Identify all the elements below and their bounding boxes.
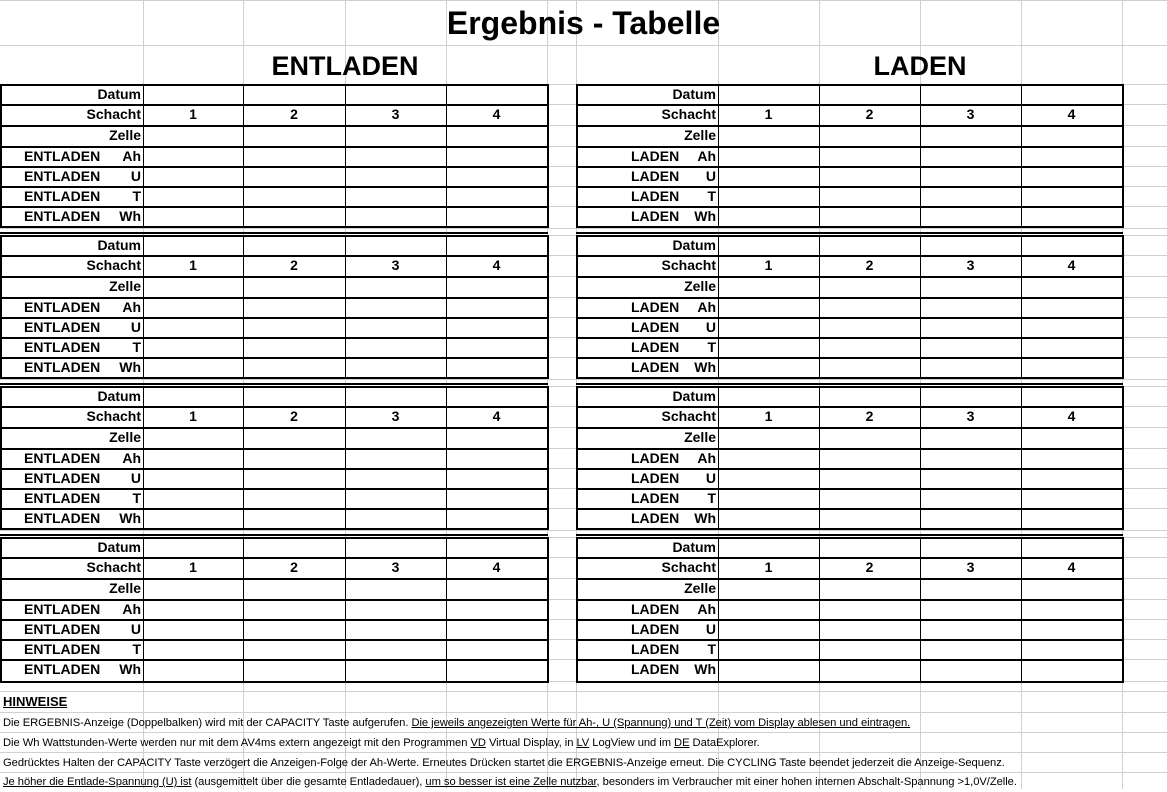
value-row-name: ENTLADEN <box>24 661 101 677</box>
value-row-unit: T <box>707 490 716 506</box>
gridline-horizontal <box>0 530 1167 531</box>
value-row-name: LADEN <box>631 490 680 506</box>
row-label-datum: Datum <box>672 237 716 253</box>
row-label-schacht: Schacht <box>661 106 716 122</box>
value-row-unit: T <box>132 188 141 204</box>
table-rule <box>0 377 548 379</box>
hinweis-text: (ausgemittelt über die gesamte Entladedauer), <box>191 776 426 788</box>
schacht-number: 1 <box>189 559 197 575</box>
value-row-unit: Wh <box>694 208 716 224</box>
table-rule <box>576 681 1123 683</box>
hinweis-underlined-text: um so besser ist eine Zelle nutzbar <box>425 776 597 788</box>
value-row-name: ENTLADEN <box>24 510 101 526</box>
value-row-name: ENTLADEN <box>24 359 101 375</box>
schacht-number: 1 <box>764 559 773 575</box>
table-column-rule <box>547 84 549 228</box>
schacht-number: 4 <box>1067 106 1076 122</box>
value-row-name: LADEN <box>631 208 680 224</box>
value-row-name: ENTLADEN <box>24 148 101 164</box>
value-row-name: LADEN <box>631 621 680 637</box>
hinweis-underlined-text: Die jeweils angezeigten Werte für Ah-, U (Spannung) und T (Zeit) vom Display ablesen und eintragen. <box>411 717 911 729</box>
hinweis-underlined-text: LV <box>576 737 590 749</box>
block-divider <box>576 534 1123 536</box>
schacht-number: 2 <box>290 257 298 273</box>
schacht-number: 3 <box>391 408 400 424</box>
value-row-unit: U <box>130 168 141 184</box>
hinweis-line <box>3 772 1017 792</box>
table-column-rule <box>547 235 549 379</box>
value-row-name: LADEN <box>631 510 680 526</box>
schacht-number: 2 <box>290 559 298 575</box>
schacht-number: 2 <box>865 559 874 575</box>
value-row-name: ENTLADEN <box>24 470 101 486</box>
table-column-rule <box>547 386 549 530</box>
block-divider <box>0 383 548 385</box>
value-row-unit: Wh <box>694 510 716 526</box>
schacht-number: 1 <box>189 408 197 424</box>
value-row-name: ENTLADEN <box>24 208 101 224</box>
row-label-schacht: Schacht <box>86 257 141 273</box>
value-row-name: LADEN <box>631 148 680 164</box>
value-row-name: ENTLADEN <box>24 188 101 204</box>
gridline-horizontal <box>0 691 1167 692</box>
value-row-unit: Ah <box>697 299 716 315</box>
hinweis-line <box>3 753 1005 773</box>
schacht-number: 3 <box>966 257 975 273</box>
hinweis-line <box>3 713 910 733</box>
value-row-unit: Ah <box>122 601 141 617</box>
value-row-name: LADEN <box>631 661 680 677</box>
hinweis-underlined-text: Je höher die Entlade-Spannung (U) ist <box>3 776 192 788</box>
table-column-rule <box>1122 235 1124 379</box>
table-column-rule <box>1122 386 1124 530</box>
value-row-unit: T <box>707 339 716 355</box>
block-divider <box>0 232 548 234</box>
schacht-number: 2 <box>290 408 298 424</box>
value-row-unit: Ah <box>122 450 141 466</box>
value-row-name: LADEN <box>631 450 680 466</box>
value-row-unit: Ah <box>122 299 141 315</box>
row-label-zelle: Zelle <box>109 278 141 294</box>
schacht-number: 4 <box>492 559 501 575</box>
value-row-unit: Ah <box>697 450 716 466</box>
block-divider <box>576 383 1123 385</box>
value-row-name: ENTLADEN <box>24 450 101 466</box>
row-label-schacht: Schacht <box>86 106 141 122</box>
table-column-rule <box>1122 84 1124 228</box>
row-label-zelle: Zelle <box>684 127 716 143</box>
value-row-name: LADEN <box>631 299 680 315</box>
row-label-datum: Datum <box>97 388 141 404</box>
gridline-horizontal <box>0 228 1167 229</box>
value-row-unit: U <box>705 621 716 637</box>
row-label-datum: Datum <box>672 539 716 555</box>
entladen-section-header: ENTLADEN <box>271 51 419 81</box>
table-rule <box>0 528 548 530</box>
laden-section-header: LADEN <box>873 51 967 81</box>
hinweis-text: , besonders im Verbraucher mit einer hohen internen Abschalt-Spannung >1,0V/Zelle. <box>596 776 1017 788</box>
schacht-number: 1 <box>189 106 197 122</box>
value-row-name: ENTLADEN <box>24 339 101 355</box>
value-row-name: LADEN <box>631 339 680 355</box>
hinweis-text: Die Wh Wattstunden-Werte werden nur mit dem AV4ms extern angezeigt mit den Programmen <box>3 737 471 749</box>
value-row-name: LADEN <box>631 601 680 617</box>
row-label-schacht: Schacht <box>86 559 141 575</box>
row-label-schacht: Schacht <box>661 257 716 273</box>
gridline-horizontal <box>0 379 1167 380</box>
schacht-number: 3 <box>966 106 975 122</box>
row-label-zelle: Zelle <box>684 580 716 596</box>
value-row-unit: U <box>130 470 141 486</box>
hinweis-underlined-text: DE <box>674 737 690 749</box>
table-rule <box>0 681 548 683</box>
value-row-unit: Wh <box>119 661 141 677</box>
value-row-name: LADEN <box>631 641 680 657</box>
value-row-unit: T <box>132 641 141 657</box>
schacht-number: 1 <box>764 408 773 424</box>
value-row-unit: U <box>705 470 716 486</box>
schacht-number: 4 <box>1067 257 1076 273</box>
value-row-unit: Ah <box>122 148 141 164</box>
row-label-datum: Datum <box>97 86 141 102</box>
hinweis-text: Die ERGEBNIS-Anzeige (Doppelbalken) wird mit der CAPACITY Taste aufgerufen. <box>3 717 412 729</box>
row-label-zelle: Zelle <box>109 127 141 143</box>
value-row-name: ENTLADEN <box>24 641 101 657</box>
value-row-name: LADEN <box>631 319 680 335</box>
row-label-zelle: Zelle <box>109 580 141 596</box>
row-label-schacht: Schacht <box>86 408 141 424</box>
value-row-unit: Ah <box>697 148 716 164</box>
value-row-unit: U <box>705 168 716 184</box>
schacht-number: 4 <box>1067 408 1076 424</box>
value-row-unit: T <box>707 188 716 204</box>
table-column-rule <box>1122 537 1124 683</box>
value-row-unit: T <box>707 641 716 657</box>
value-row-name: ENTLADEN <box>24 168 101 184</box>
row-label-datum: Datum <box>97 237 141 253</box>
table-rule <box>576 528 1123 530</box>
value-row-name: ENTLADEN <box>24 319 101 335</box>
value-row-name: LADEN <box>631 359 680 375</box>
row-label-zelle: Zelle <box>684 278 716 294</box>
value-row-unit: Wh <box>119 208 141 224</box>
schacht-number: 2 <box>865 257 874 273</box>
value-row-name: ENTLADEN <box>24 299 101 315</box>
schacht-number: 4 <box>492 408 501 424</box>
schacht-number: 3 <box>966 559 975 575</box>
value-row-unit: Wh <box>694 359 716 375</box>
value-row-name: ENTLADEN <box>24 490 101 506</box>
value-row-unit: Wh <box>694 661 716 677</box>
schacht-number: 4 <box>492 106 501 122</box>
value-row-name: LADEN <box>631 470 680 486</box>
table-rule <box>576 377 1123 379</box>
hinweis-text: Virtual Display, in <box>485 737 577 749</box>
value-row-unit: U <box>705 319 716 335</box>
row-label-datum: Datum <box>97 539 141 555</box>
value-row-unit: U <box>130 319 141 335</box>
page-title: Ergebnis - Tabelle <box>446 5 721 41</box>
schacht-number: 3 <box>391 559 400 575</box>
value-row-unit: Wh <box>119 359 141 375</box>
schacht-number: 4 <box>492 257 501 273</box>
value-row-unit: T <box>132 490 141 506</box>
hinweise-heading: HINWEISE <box>3 694 68 709</box>
schacht-number: 3 <box>966 408 975 424</box>
value-row-unit: T <box>132 339 141 355</box>
schacht-number: 2 <box>865 106 874 122</box>
table-column-rule <box>547 537 549 683</box>
value-row-unit: Wh <box>119 510 141 526</box>
value-row-unit: U <box>130 621 141 637</box>
block-divider <box>0 534 548 536</box>
schacht-number: 3 <box>391 106 400 122</box>
schacht-number: 1 <box>764 257 773 273</box>
block-divider <box>576 232 1123 234</box>
schacht-number: 4 <box>1067 559 1076 575</box>
hinweis-text: LogView und im <box>589 737 675 749</box>
value-row-name: LADEN <box>631 168 680 184</box>
schacht-number: 3 <box>391 257 400 273</box>
schacht-number: 2 <box>865 408 874 424</box>
schacht-number: 1 <box>764 106 773 122</box>
hinweis-line <box>3 733 760 753</box>
row-label-zelle: Zelle <box>684 429 716 445</box>
hinweis-underlined-text: VD <box>470 737 486 749</box>
schacht-number: 2 <box>290 106 298 122</box>
row-label-schacht: Schacht <box>661 408 716 424</box>
hinweis-text: Gedrücktes Halten der CAPACITY Taste verzögert die Anzeigen-Folge der Ah-Werte. Erneutes Drücken startet die ERGEBNIS-Anzeige erneut. Die CYCLING Taste beendet jederzeit die Anzeige-Sequenz. <box>3 757 1005 769</box>
value-row-unit: Ah <box>697 601 716 617</box>
table-rule <box>576 226 1123 228</box>
hinweis-text: DataExplorer. <box>689 737 760 749</box>
row-label-zelle: Zelle <box>109 429 141 445</box>
row-label-datum: Datum <box>672 86 716 102</box>
row-label-datum: Datum <box>672 388 716 404</box>
value-row-name: ENTLADEN <box>24 621 101 637</box>
table-rule <box>0 226 548 228</box>
schacht-number: 1 <box>189 257 197 273</box>
value-row-name: LADEN <box>631 188 680 204</box>
value-row-name: ENTLADEN <box>24 601 101 617</box>
row-label-schacht: Schacht <box>661 559 716 575</box>
